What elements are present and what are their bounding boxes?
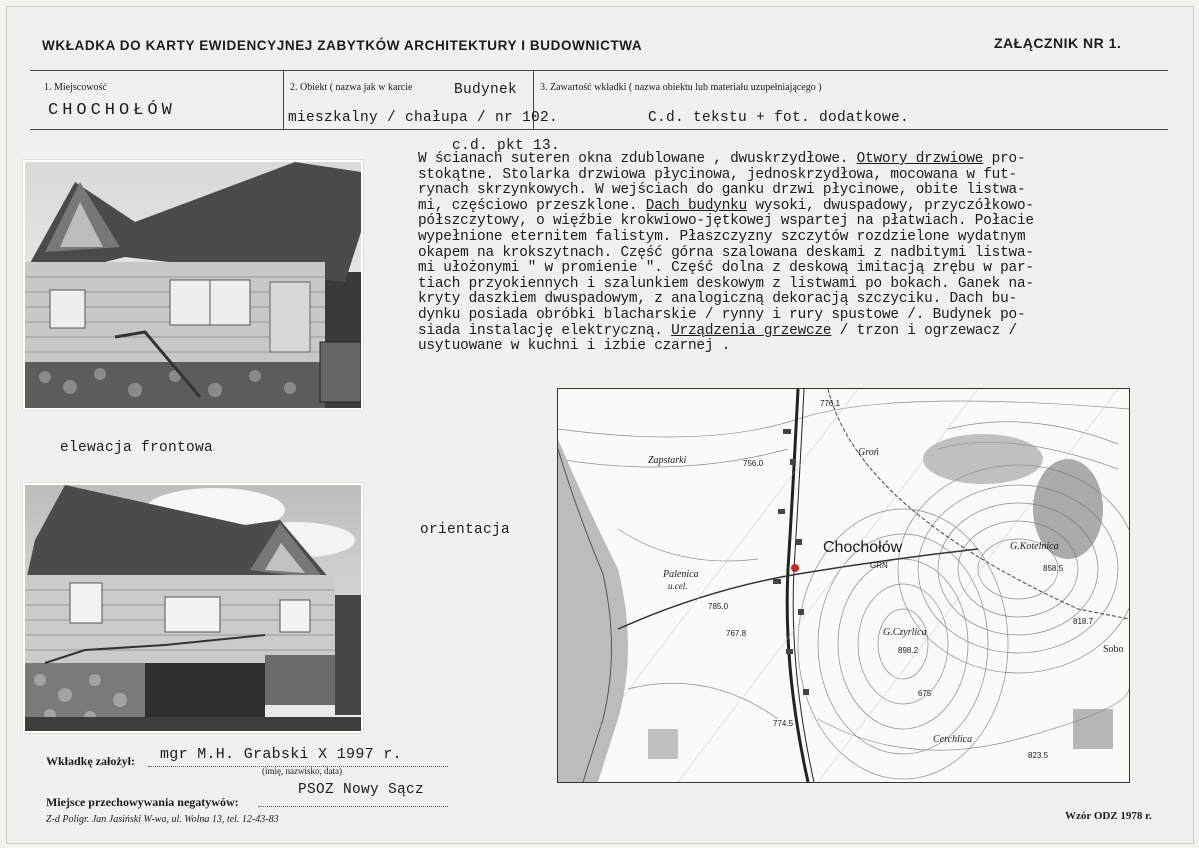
caption-front-elevation: elewacja frontowa [60,440,214,456]
body-line: wypełnione eternitem falistym. Płaszczyzny szczytów rozdzielone wydatnym [418,228,1026,245]
map-height: 756.0 [743,459,764,468]
body-line: W ścianach suteren okna zdublowane , dwuskrzydłowe. Otwory drzwiowe pro- [418,151,1026,167]
body-line: mi, częściowo przeszklone. Dach budynku wysoki, dwuspadowy, przyczółkowo- [418,197,1034,214]
orientation-map [557,388,1130,783]
body-line: okapem na krokszytnach. Część górna szalowana deskami z nadbitymi listwa- [418,244,1034,261]
body-line: mi ułożonymi " w promienie ". Część dolna z deskową imitacją zrębu w par- [418,260,1034,277]
body-line: dynku posiada obróbki blacharskie / rynny i rury spustowe /. Budynek po- [418,306,1026,323]
founder-label: Wkładkę założył: [46,754,135,768]
negatives-value: PSOZ Nowy Sącz [298,782,425,798]
body-line: rynach skrzynkowych. W wejściach do ganku drzwi płycinowe, obite listwa- [418,182,1026,199]
form-title: WKŁADKA DO KARTY EWIDENCYJNEJ ZABYTKÓW ARCHITEKTURY I BUDOWNICTWA [42,38,643,53]
place-label: 1. Miejscowość [44,82,107,93]
underlined-term: Urządzenia grzewcze [671,322,832,339]
map-height: 858.5 [1043,564,1064,573]
photo-front-elevation [23,160,363,410]
printer-note: Z-d Poligr. Jan Jasiński W-wa, ul. Wolna 13, tel. 12-43-83 [46,814,279,825]
map-label: Cerchlica [933,734,973,745]
map-label: G.Kotelnica [1010,541,1059,552]
map-height: 823.5 [1028,751,1049,760]
object-value: mieszkalny / chałupa / nr 102. [288,110,559,126]
map-town-sub: GRN [870,561,888,570]
body-line: stokątne. Stolarka drzwiowa płycinowa, jednoskrzydłowa, mocowana w fut- [418,166,1017,183]
map-town-label: Chochołów [823,539,903,556]
map-height: 767.8 [726,629,747,638]
map-label: G.Czyrlica [883,627,927,638]
table-bottom-rule [30,129,1168,130]
body-line: usytuowane w kuchni i izbie czarnej . [418,338,731,355]
map-height: 898.2 [898,646,919,655]
object-value-top: Budynek [454,82,518,98]
founder-value: mgr M.H. Grabski X 1997 r. [160,746,402,763]
map-label: u.cel. [668,581,688,591]
table-divider-1 [283,70,284,129]
body-line: siada instalację elektryczną. Urządzenia grzewcze / trzon i ogrzewacz / [418,322,1017,339]
body-line: półszczytowy, o więźbie krokwiowo-jętkowej wspartej na płatwiach. Połacie [418,213,1034,230]
underlined-term: Dach budynku [645,197,748,214]
place-value: CHOCHOŁÓW [48,101,176,120]
map-height: 774.5 [773,719,794,728]
description-text [418,152,1158,355]
contents-value: C.d. tekstu + fot. dodatkowe. [648,110,910,126]
map-label: Groń [858,447,879,458]
map-height: 785.0 [708,602,729,611]
caption-orientation: orientacja [420,522,511,538]
body-line: kryty daszkiem dwuspadowym, z analogiczną dekoracją szczyciku. Dach bu- [418,291,1017,308]
contents-label: 3. Zawartość wkładki ( nazwa obiektu lub materiału uzupełniającego ) [540,82,822,93]
object-label: 2. Obiekt ( nazwa jak w karcie [290,82,413,93]
table-top-rule [30,70,1168,71]
founder-hint: (imię, nazwisko, data) [262,766,342,776]
body-line: tiach przyokiennych i szalunkiem deskowym z listwami po bokach. Ganek na- [418,275,1034,292]
annex-number: ZAŁĄCZNIK NR 1. [994,35,1122,51]
map-height: 675 [918,689,932,698]
underlined-term: Otwory drzwiowe [856,151,984,167]
map-label: Zapstarki [648,455,687,466]
map-height: 818.7 [1073,617,1094,626]
location-marker [791,564,799,572]
form-pattern: Wzór ODZ 1978 r. [1065,810,1152,822]
negatives-dotted-line [258,806,448,807]
photo-side-elevation [23,483,363,733]
map-label: Palenica [663,569,699,580]
negatives-label: Miejsce przechowywania negatywów: [46,795,239,809]
map-height: 776.1 [820,399,841,408]
map-label: Sobo [1103,644,1124,655]
body-heading: c.d. pkt 13. [452,138,561,154]
